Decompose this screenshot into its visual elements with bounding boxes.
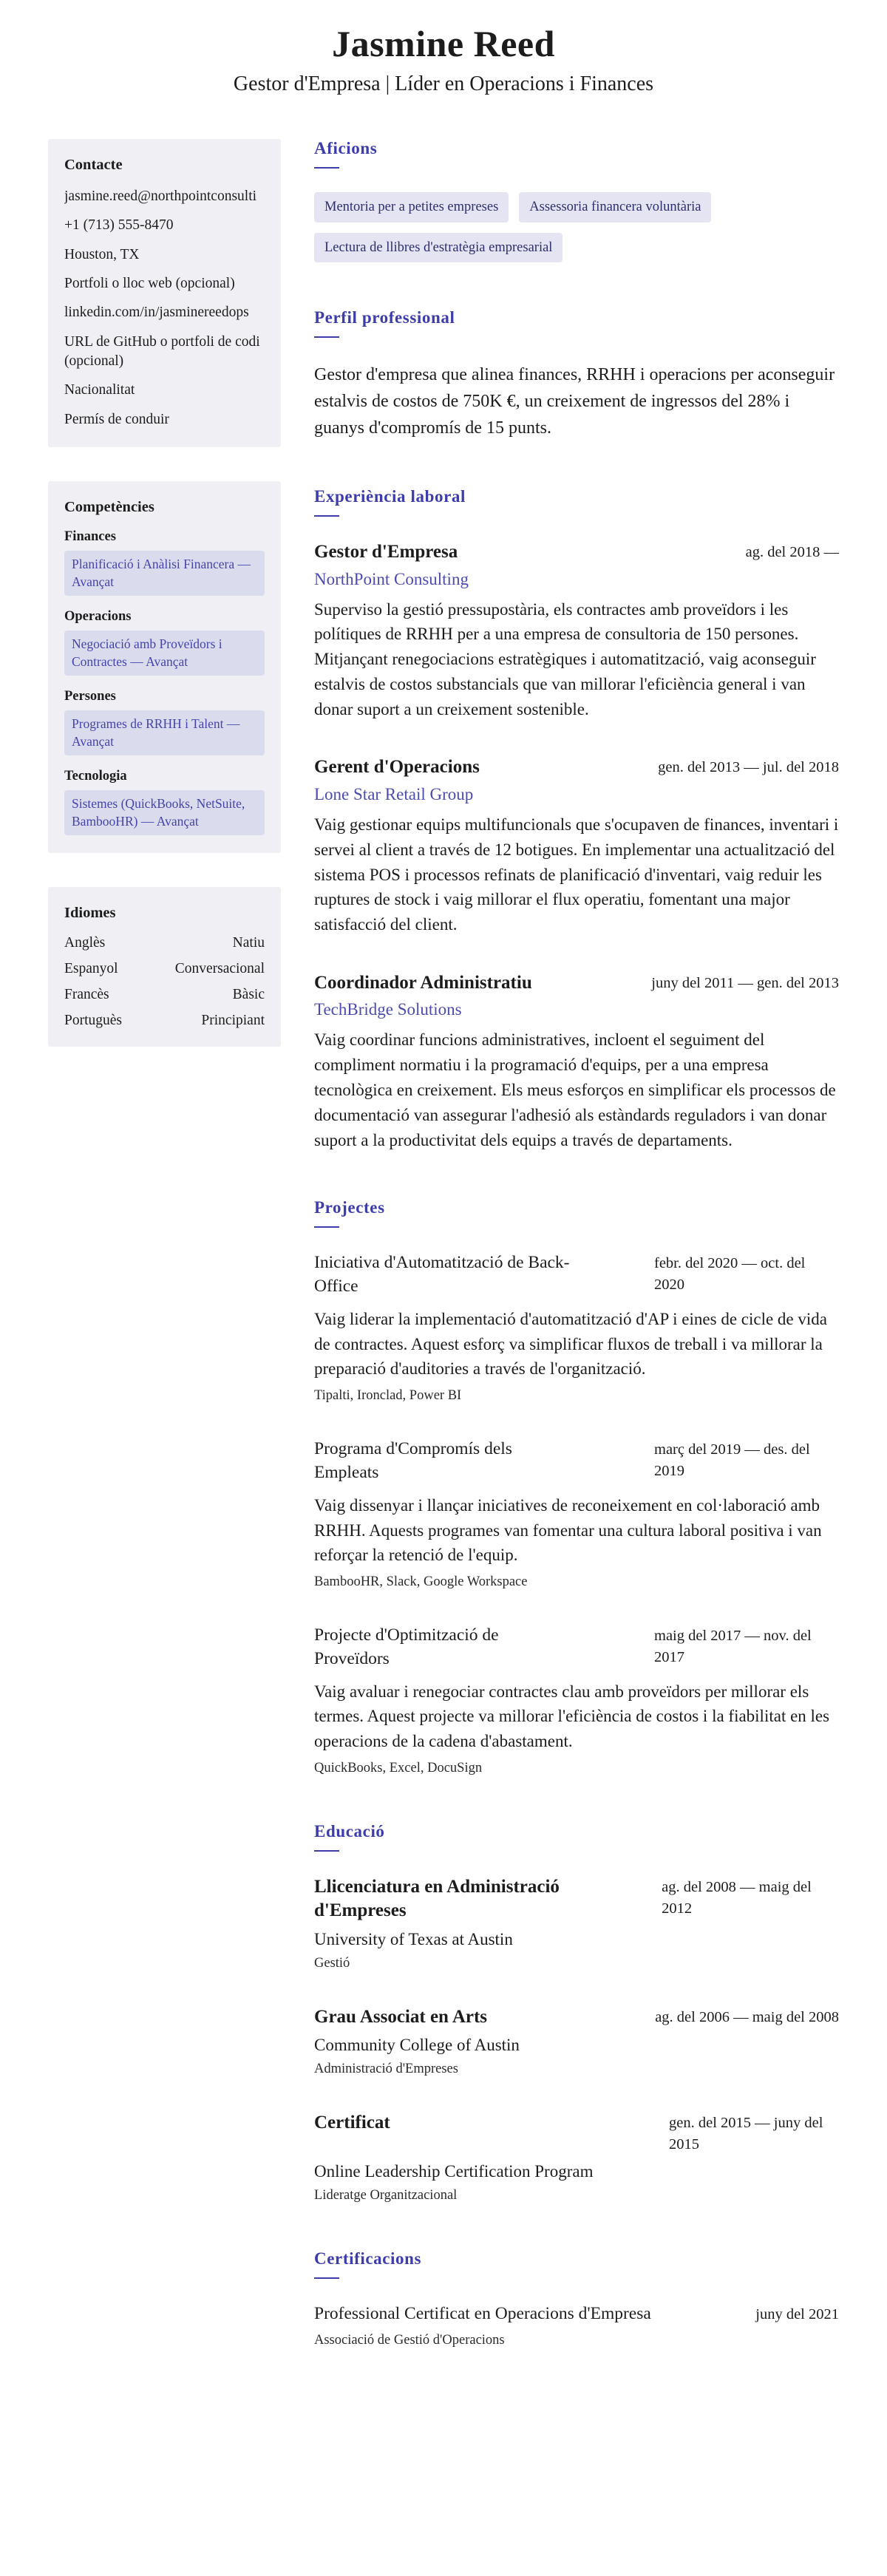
contact-github: URL de GitHub o portfoli de codi (opcional) (64, 333, 260, 369)
project-description: Vaig avaluar i renegociar contractes clau amb proveïdors per millorar els termes. Aquest projecte va millorar l'eficiència de costos i la fiabilitat en les operacions de la cadena d'abastament. (314, 1682, 830, 1751)
project-title: Programa d'Compromís dels Empleats (314, 1439, 512, 1482)
job-dates: ag. del 2018 — (745, 544, 839, 560)
contact-email: jasmine.reed@northpointconsulti (64, 188, 257, 204)
skills-box (48, 481, 281, 853)
section-education (314, 1822, 839, 2203)
job-description: Vaig gestionar equips multifuncionals que s'ocupaven de finances, inventari i servei al client a través de 12 botigues. En implementar una actualització del sistema POS i processos refinats de planificació d'inventari, vaig reduir les ruptures de stock i vaig millorar el flux operatiu, fomentant una major satisfacció del client. (314, 815, 839, 934)
section-underline (314, 167, 339, 169)
job-dates: gen. del 2013 — jul. del 2018 (658, 759, 839, 776)
contact-title: Contacte (64, 157, 123, 173)
section-underline (314, 515, 339, 517)
education-entry (314, 2005, 839, 2078)
language-name: Portuguès (64, 1012, 122, 1028)
experience-title: Experiència laboral (314, 487, 466, 506)
project-tools: BambooHR, Slack, Google Workspace (314, 1574, 528, 1590)
project-entry-head (314, 1438, 839, 1484)
company-name: NorthPoint Consulting (314, 569, 469, 588)
contact-nationality: Nacionalitat (64, 382, 135, 398)
contact-phone: +1 (713) 555-8470 (64, 217, 174, 234)
education-entry (314, 1875, 839, 1971)
project-tools: QuickBooks, Excel, DocuSign (314, 1760, 483, 1775)
project-title: Projecte d'Optimització de Proveïdors (314, 1625, 499, 1668)
project-description: Vaig dissenyar i llançar iniciatives de reconeixement en col·laboració amb RRHH. Aquests programes van fomentar una cultura laboral positiva i van reforçar la retenció de l'equip. (314, 1495, 822, 1565)
contact-box (48, 139, 281, 447)
contact-linkedin: linkedin.com/in/jasminereedops (64, 305, 249, 321)
experience-entry (314, 971, 839, 1152)
project-entry-head (314, 1251, 839, 1298)
certification-title: Professional Certificat en Operacions d'Empresa (314, 2303, 651, 2323)
section-projects (314, 1198, 839, 1775)
contact-driving-license: Permís de conduir (64, 411, 169, 427)
school-name: Community College of Austin (314, 2036, 520, 2055)
degree-title: Certificat (314, 2113, 390, 2133)
job-title: Coordinador Administratiu (314, 972, 532, 993)
job-description: Vaig coordinar funcions administratives, incloent el seguiment del compliment normatiu i la programació d'equips, per a una empresa tecnològica en creixement. Els meus esforços en simplificar els processos de documentació van assegurar l'adhesió als estàndards reguladors i van donar suport a la productivitat dels equips a través de departaments. (314, 1030, 836, 1149)
hobby-chip: Lectura de llibres d'estratègia empresarial (314, 233, 563, 263)
hobby-chip-list (314, 192, 839, 262)
contact-website: Portfoli o lloc web (opcional) (64, 275, 235, 291)
project-entry (314, 1251, 839, 1404)
certification-entry (314, 2303, 839, 2348)
skill-group-label: Tecnologia (64, 768, 127, 784)
degree-title: Llicenciatura en Administració d'Empreses (314, 1876, 560, 1921)
education-dates: ag. del 2006 — maig del 2008 (655, 2008, 839, 2025)
language-name: Francès (64, 986, 109, 1002)
experience-entry-head (314, 540, 839, 565)
skill-chip: Sistemes (QuickBooks, NetSuite, BambooHR) — Avançat (64, 790, 265, 835)
language-row (64, 987, 265, 1003)
job-dates: juny del 2011 — gen. del 2013 (651, 974, 839, 991)
skill-chip: Programes de RRHH i Talent — Avançat (64, 710, 265, 755)
field-of-study: Lideratge Organitzacional (314, 2187, 458, 2203)
main-column (314, 139, 839, 2348)
education-dates: gen. del 2015 — juny del 2015 (669, 2115, 823, 2153)
experience-entry-head (314, 971, 839, 996)
hobby-chip: Assessoria financera voluntària (519, 192, 711, 222)
skills-title: Competències (64, 498, 154, 515)
field-of-study: Gestió (314, 1955, 350, 1971)
skill-group-technology (64, 769, 265, 835)
section-underline (314, 2277, 339, 2279)
candidate-tagline: Gestor d'Empresa | Líder en Operacions i Finances (233, 72, 654, 95)
contact-location: Houston, TX (64, 246, 140, 262)
section-experience (314, 487, 839, 1152)
section-underline (314, 336, 339, 338)
languages-box (48, 887, 281, 1047)
project-dates: febr. del 2020 — oct. del 2020 (654, 1255, 806, 1294)
resume-header (48, 22, 839, 96)
languages-title: Idiomes (64, 904, 116, 921)
certification-dates: juny del 2021 (755, 2305, 839, 2322)
project-tools: Tipalti, Ironclad, Power BI (314, 1388, 462, 1404)
language-row (64, 935, 265, 951)
project-entry (314, 1438, 839, 1590)
candidate-name: Jasmine Reed (332, 23, 555, 64)
experience-entry-head (314, 755, 839, 780)
language-level: Principiant (201, 1012, 265, 1028)
experience-entry (314, 755, 839, 937)
profile-title: Perfil professional (314, 308, 455, 327)
company-name: TechBridge Solutions (314, 1000, 462, 1019)
education-entry-head (314, 2005, 839, 2030)
project-dates: març del 2019 — des. del 2019 (654, 1441, 810, 1479)
language-level: Conversacional (174, 960, 265, 976)
section-underline (314, 1226, 339, 1228)
language-level: Bàsic (232, 986, 265, 1002)
section-underline (314, 1850, 339, 1852)
school-name: University of Texas at Austin (314, 1929, 513, 1948)
project-dates: maig del 2017 — nov. del 2017 (654, 1628, 812, 1665)
section-hobbies (314, 139, 839, 262)
education-entry-head (314, 1875, 839, 1923)
language-row (64, 1013, 265, 1029)
school-name: Online Leadership Certification Program (314, 2161, 594, 2181)
language-name: Anglès (64, 934, 106, 951)
education-entry-head (314, 2111, 839, 2155)
company-name: Lone Star Retail Group (314, 784, 474, 803)
experience-entry (314, 540, 839, 721)
education-title: Educació (314, 1821, 385, 1841)
job-description: Superviso la gestió pressupostària, els contractes amb proveïdors i les polítiques de RRHH per a una empresa de consultoria de 150 persones. Mitjançant renegociacions estratègiques i automatització, vaig aconseguir estalvis de costos substancials que van millorar l'eficiència general i van donar suport a un creixement sostenible. (314, 599, 816, 718)
skill-group-finances (64, 529, 265, 596)
certification-issuer: Associació de Gestió d'Operacions (314, 2332, 505, 2348)
project-title: Iniciativa d'Automatització de Back-Office (314, 1253, 570, 1297)
projects-title: Projectes (314, 1198, 385, 1217)
skill-group-people (64, 689, 265, 755)
skill-group-label: Persones (64, 688, 116, 704)
content-columns (48, 139, 839, 2348)
language-name: Espanyol (64, 960, 118, 976)
field-of-study: Administració d'Empreses (314, 2062, 458, 2077)
degree-title: Grau Associat en Arts (314, 2006, 488, 2027)
language-row (64, 961, 265, 977)
job-title: Gerent d'Operacions (314, 757, 480, 778)
education-dates: ag. del 2008 — maig del 2012 (662, 1878, 812, 1917)
skill-group-operations (64, 609, 265, 676)
sidebar (48, 139, 281, 1047)
skill-chip: Negociació amb Proveïdors i Contractes — Avançat (64, 631, 265, 676)
certifications-title: Certificacions (314, 2249, 422, 2268)
education-entry (314, 2111, 839, 2203)
project-description: Vaig liderar la implementació d'automatització d'AP i eines de cicle de vida de contractes. Aquest esforç va simplificar fluxos de treball i va millorar la preparació d'auditories a través de l'organització. (314, 1309, 827, 1379)
hobbies-title: Aficions (314, 139, 378, 157)
job-title: Gestor d'Empresa (314, 542, 458, 562)
section-certifications (314, 2249, 839, 2348)
section-profile (314, 308, 839, 441)
hobby-chip: Mentoria per a petites empreses (314, 192, 509, 222)
certification-entry-head (314, 2303, 839, 2326)
skill-group-label: Operacions (64, 608, 132, 624)
project-entry (314, 1624, 839, 1776)
language-level: Natiu (232, 934, 265, 951)
skill-chip: Planificació i Anàlisi Financera — Avançat (64, 551, 265, 596)
project-entry-head (314, 1624, 839, 1671)
profile-text: Gestor d'empresa que alinea finances, RRHH i operacions per aconseguir estalvis de costos de 750K €, un creixement de ingressos del 28% i guanys d'compromís de 15 punts. (314, 365, 835, 438)
skill-group-label: Finances (64, 529, 116, 544)
